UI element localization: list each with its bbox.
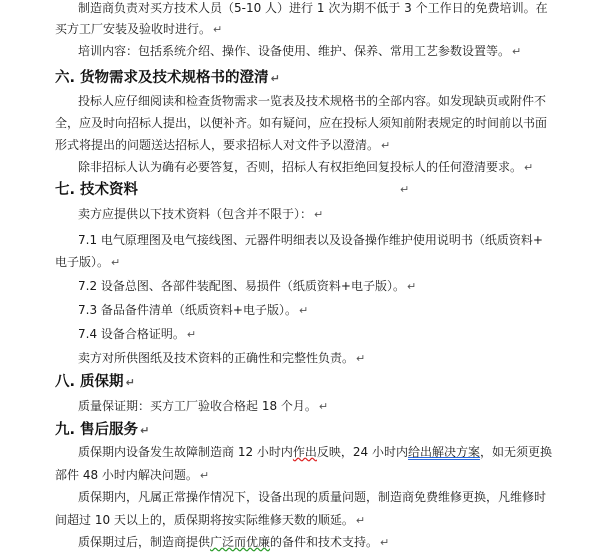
paragraph-mark-icon: ↵ <box>318 400 329 413</box>
paragraph-mark-icon: ↵ <box>298 304 309 317</box>
paragraph-mark-icon: ↵ <box>381 139 391 152</box>
section9-p2-line1: 质保期内，凡属正常操作情况下，设备出现的质量问题，制造商免费维修更换，凡维修时 <box>78 490 547 504</box>
section6-p1-line1: 投标人应仔细阅读和检查货物需求一览表及技术规格书的全部内容。如发现缺页或附件不 <box>78 94 547 108</box>
paragraph-mark-icon: ↵ <box>186 328 197 341</box>
section7-item4: 7.4 设备合格证明。 ↵ <box>78 327 197 341</box>
section9-p3: 质保期过后，制造商提供广泛而优廉的备件和技术支持。 ↵ <box>78 535 390 549</box>
section6-p2: 除非招标人认为确有必要答复，否则，招标人有权拒绝回复投标人的任何澄清要求。 ↵ <box>78 160 534 174</box>
section6-p1-line3: 形式将提出的问题送达招标人，要求招标人对文件予以澄清。 ↵ <box>55 138 391 152</box>
para-training-line1: 制造商负责对买方技术人员（5-10 人）进行 1 次为期不低于 3 个工作日的免费培训。在 <box>78 1 548 15</box>
section7-intro: 卖方应提供以下技术资料（包含并不限于）： ↵ <box>78 207 324 221</box>
section6-heading: 六. 货物需求及技术规格书的澄清 ↵ <box>55 70 280 86</box>
section9-p1-line1: 质保期内设备发生故障制造商 12 小时内作出反映，24 小时内给出解决方案，如无须更换 <box>78 445 553 459</box>
section7-item1-line1: 7.1 电气原理图及电气接线图、元器件明细表以及设备操作维护使用说明书（纸质资料+ <box>78 233 543 247</box>
paragraph-mark-icon: ↵ <box>213 23 223 36</box>
paragraph-mark-icon: ↵ <box>111 256 121 269</box>
paragraph-mark-icon: ↵ <box>125 376 135 389</box>
section8-body: 质量保证期：买方工厂验收合格起 18 个月。 ↵ <box>78 399 329 413</box>
paragraph-mark-icon: ↵ <box>140 424 150 437</box>
paragraph-mark-icon: ↵ <box>270 72 280 85</box>
paragraph-mark-icon: ↵ <box>512 45 522 58</box>
section7-item2: 7.2 设备总图、各部件装配图、易损件（纸质资料+电子版）。 ↵ <box>78 279 417 293</box>
paragraph-mark-icon: ↵ <box>400 183 410 196</box>
para-training-line2: 买方工厂安装及验收时进行。 ↵ <box>55 22 223 36</box>
section7-closing: 卖方对所供图纸及技术资料的正确性和完整性负责。 ↵ <box>78 351 366 365</box>
paragraph-mark-icon: ↵ <box>356 352 366 365</box>
section8-heading: 八. 质保期 ↵ <box>55 374 135 390</box>
section7-item3: 7.3 备品备件清单（纸质资料+电子版）。 ↵ <box>78 303 309 317</box>
paragraph-mark-icon: ↵ <box>355 514 366 527</box>
paragraph-mark-icon: ↵ <box>524 161 534 174</box>
para-training-content: 培训内容：包括系统介绍、操作、设备使用、维护、保养、常用工艺参数设置等。 ↵ <box>78 44 522 58</box>
paragraph-mark-icon: ↵ <box>199 469 210 482</box>
section7-heading: 七. 技术资料 <box>55 182 139 198</box>
paragraph-mark-icon: ↵ <box>406 280 417 293</box>
section9-p2-line2: 间超过 10 天以上的，质保期将按实际维修天数的顺延。 ↵ <box>55 513 366 527</box>
grammar-check-phrase: 广泛而优廉 <box>210 535 271 549</box>
section9-p1-line2: 部件 48 小时内解决问题。 ↵ <box>55 468 210 482</box>
grammar-check-phrase: 给出解决方案 <box>408 445 481 459</box>
paragraph-mark-icon: ↵ <box>314 208 324 221</box>
paragraph-mark-icon: ↵ <box>380 536 390 549</box>
section9-heading: 九. 售后服务 ↵ <box>55 422 150 438</box>
section6-p1-line2: 全，应及时向招标人提出，以便补齐。如有疑问，应在投标人须知前附表规定的时间前以书面 <box>55 116 548 130</box>
spellcheck-word: 作出 <box>292 445 317 459</box>
section7-item1-line2: 电子版）。 ↵ <box>55 255 121 269</box>
